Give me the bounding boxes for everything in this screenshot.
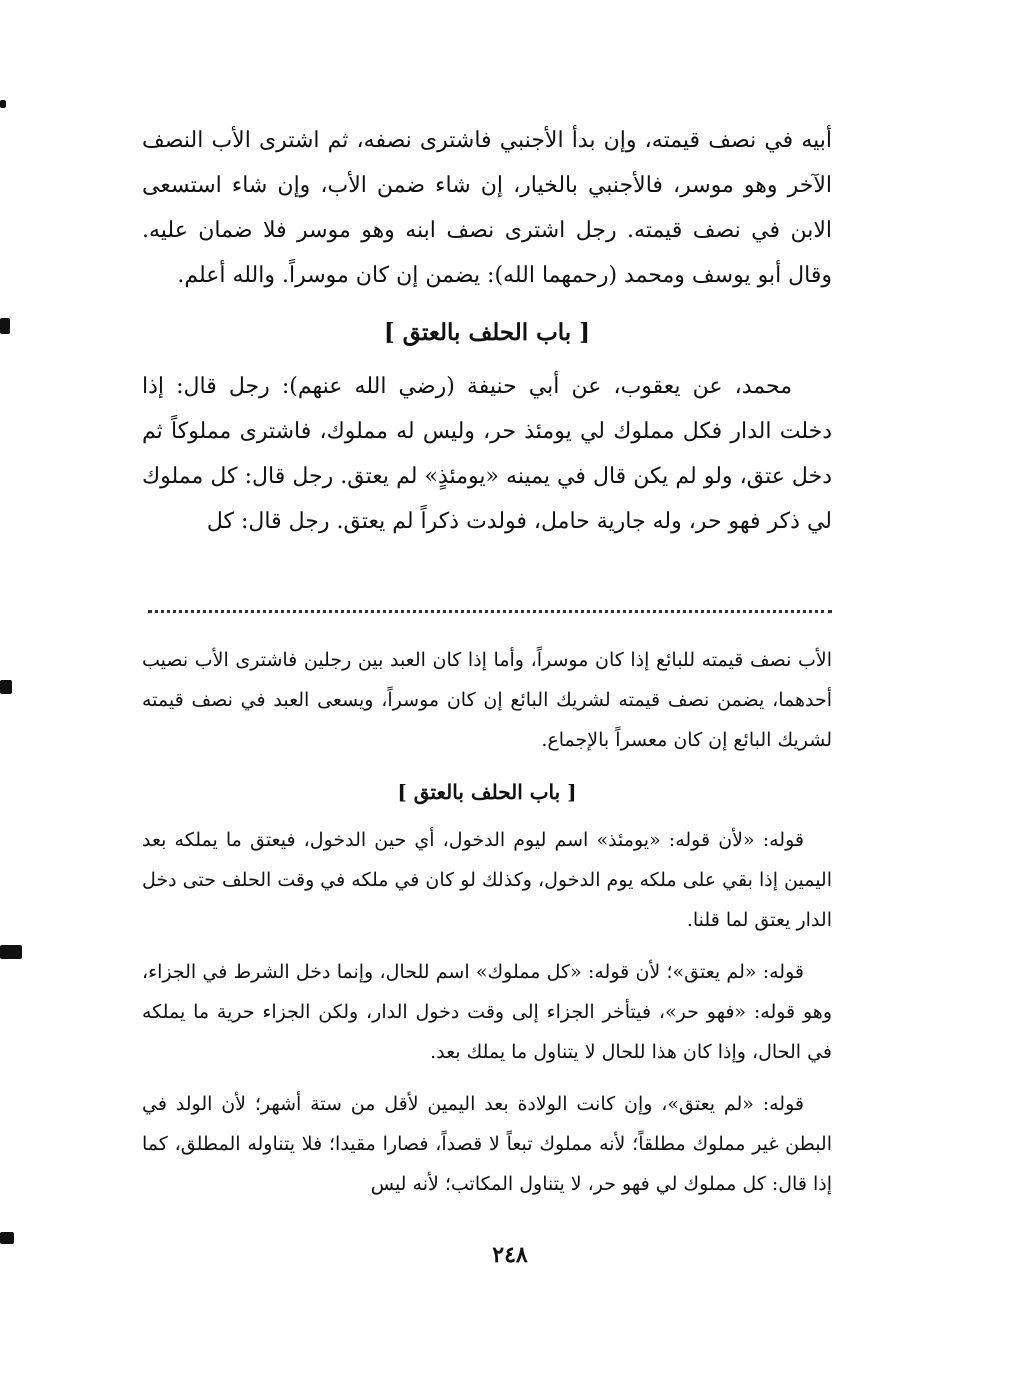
commentary-text (142, 640, 832, 1216)
chapter-heading: [ باب الحلف بالعتق ] (383, 319, 591, 346)
commentary-paragraph: قوله: «لم يعتق»؛ لأن قوله: «كل مملوك» اسم للحال، وإنما دخل الشرط في الجزاء، وهو قوله: «فهو حر»، فيتأخر الجزاء إلى وقت دخول الدار، ولكن الجزاء حرية ما يملكه في الحال، وإذا كان هذا للحال لا يتناول ما يملك بعد. (142, 961, 832, 1063)
scan-mark (0, 318, 10, 334)
scan-mark (0, 680, 12, 694)
scan-mark (0, 100, 6, 108)
commentary-paragraph: قوله: «لم يعتق»، وإن كانت الولادة بعد اليمين لأقل من ستة أشهر؛ لأن الولد في البطن غير مملوك مطلقاً؛ لأنه مملوك تبعاً لا قصداً، فصارا مقيدا؛ فلا يتناوله المطلق، كما إذا قال: كل مملوك لي فهو حر، لا يتناول المكاتب؛ لأنه ليس (142, 1093, 832, 1195)
footnote-divider (148, 610, 832, 613)
commentary-heading: [ باب الحلف بالعتق ] (397, 780, 577, 804)
scan-mark (0, 1232, 14, 1244)
main-paragraph: أبيه في نصف قيمته، وإن بدأ الأجنبي فاشترى نصفه، ثم اشترى الأب النصف الآخر وهو موسر، فالأجنبي بالخيار، إن شاء ضمن الأب، وإن شاء استسعى الابن في نصف قيمته. رجل اشترى نصف ابنه وهو موسر فلا ضمان عليه. وقال أبو يوسف ومحمد (رحمهما الله): يضمن إن كان موسراً. والله أعلم. (142, 128, 832, 288)
commentary-paragraph: الأب نصف قيمته للبائع إذا كان موسراً، وأما إذا كان العبد بين رجلين فاشترى الأب نصيب أحدهما، يضمن نصف قيمته لشريك البائع إن كان موسراً، ويسعى العبد في نصف قيمته لشريك البائع إن كان معسراً بالإجماع. (142, 649, 832, 751)
commentary-paragraph: قوله: «لأن قوله: «يومئذ» اسم ليوم الدخول، أي حين الدخول، فيعتق ما يملكه بعد اليمين إذا بقي على ملكه يوم الدخول، وكذلك لو كان في ملكه في وقت الحلف حتى دخل الدار يعتق لما قلنا. (142, 829, 832, 931)
scan-mark (0, 945, 22, 959)
main-paragraph: محمد، عن يعقوب، عن أبي حنيفة (رضي الله عنهم): رجل قال: إذا دخلت الدار فكل مملوك لي يومئذ حر، وليس له مملوك، فاشترى مملوكاً ثم دخل عتق، ولو لم يكن قال في يمينه «يومئذٍ» لم يعتق. رجل قال: كل مملوك لي ذكر فهو حر، وله جارية حامل، فولدت ذكراً لم يعتق. رجل قال: كل (142, 374, 832, 534)
page-number: ٢٤٨ (492, 1242, 528, 1268)
main-text (142, 118, 832, 544)
